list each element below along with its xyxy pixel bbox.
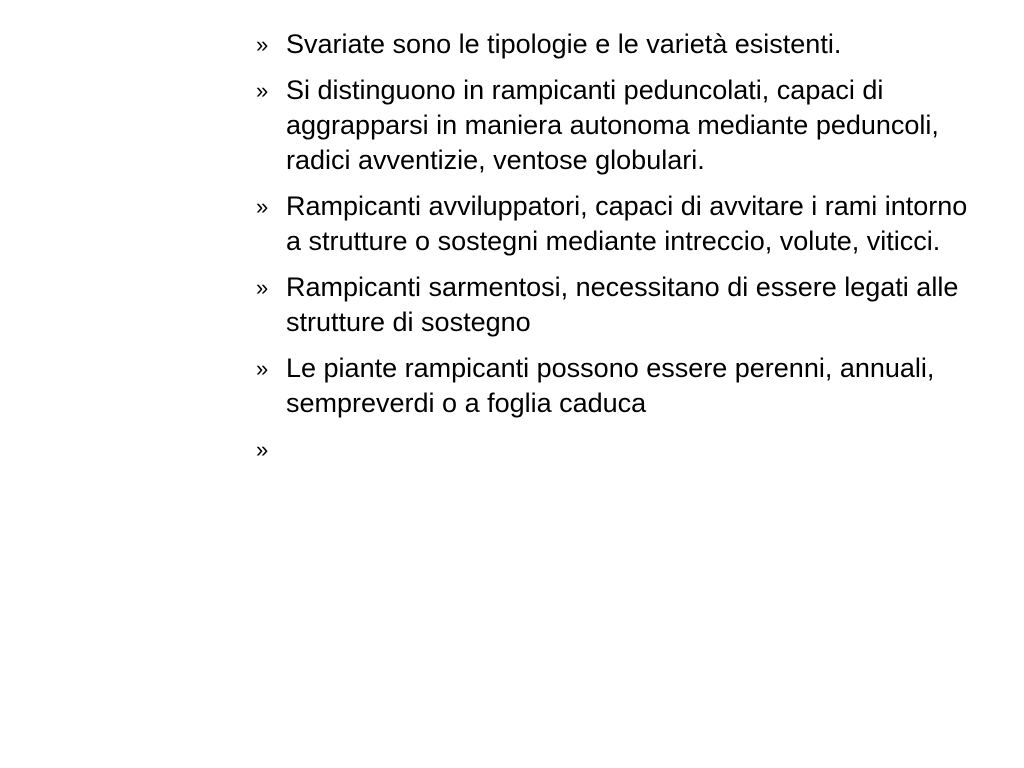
bullet-marker-icon: » xyxy=(256,78,269,103)
bullet-list xyxy=(256,27,976,478)
bullet-marker-icon: » xyxy=(256,275,269,300)
bullet-item xyxy=(256,270,976,340)
bullet-text: Rampicanti avviluppatori, capaci di avvitare i rami intorno a strutture o sostegni mediante intreccio, volute, viticci. xyxy=(286,191,968,256)
bullet-item xyxy=(256,432,976,467)
bullet-text: Si distinguono in rampicanti peduncolati, capaci di aggrapparsi in maniera autonoma mediante peduncoli, radici avventizie, ventose globulari. xyxy=(286,75,939,175)
bullet-marker-icon: » xyxy=(256,194,269,219)
bullet-item xyxy=(256,189,976,259)
bullet-item xyxy=(256,351,976,421)
bullet-text: Rampicanti sarmentosi, necessitano di essere legati alle strutture di sostegno xyxy=(286,272,959,337)
bullet-text: Le piante rampicanti possono essere perenni, annuali, sempreverdi o a foglia caduca xyxy=(286,353,935,418)
bullet-item xyxy=(256,73,976,178)
bullet-marker-icon: » xyxy=(256,437,269,462)
bullet-marker-icon: » xyxy=(256,32,269,57)
bullet-item xyxy=(256,27,976,62)
bullet-marker-icon: » xyxy=(256,356,269,381)
bullet-text: Svariate sono le tipologie e le varietà esistenti. xyxy=(286,29,842,59)
